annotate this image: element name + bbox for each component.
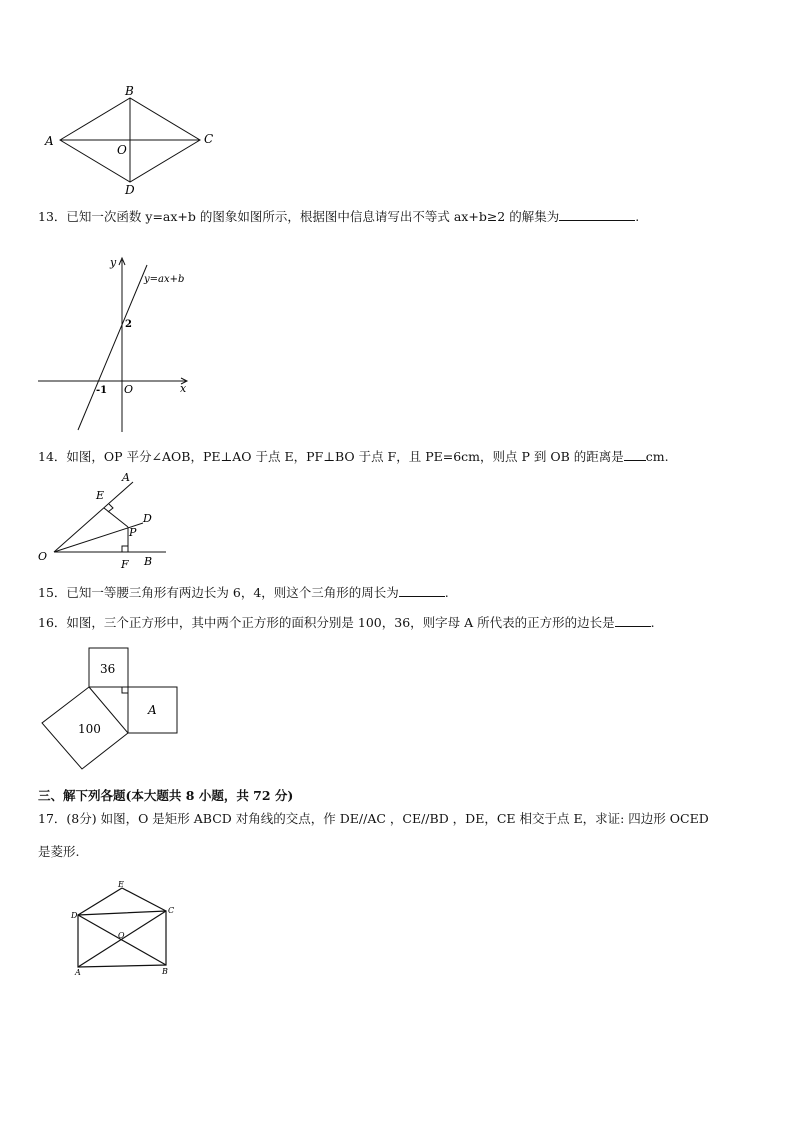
question-15 — [38, 583, 449, 602]
label-e: E — [96, 489, 105, 502]
question-15-text: 15．已知一等腰三角形有两边长为 6，4，则这个三角形的周长为 — [38, 585, 399, 600]
rectangle-figure — [66, 878, 186, 978]
answer-blank-15[interactable] — [399, 583, 445, 597]
label-a: A — [45, 134, 54, 148]
label-c: C — [204, 132, 214, 146]
angle-bisector-figure — [36, 468, 176, 572]
question-16-text: 16．如图，三个正方形中，其中两个正方形的面积分别是 100，36，则字母 A 所代表的正方形的边长是 — [38, 615, 615, 630]
three-squares-figure — [36, 642, 186, 770]
segment-de — [78, 888, 122, 915]
question-16 — [38, 613, 655, 632]
diagonal-db — [78, 915, 166, 965]
square-36-label: 36 — [100, 662, 116, 676]
right-angle-mark — [122, 687, 128, 693]
question-16-end: . — [650, 615, 655, 630]
label-e: E — [118, 880, 124, 889]
answer-blank-14[interactable] — [624, 447, 646, 461]
segment-ce — [122, 888, 166, 911]
question-17-line-2: 是菱形. — [38, 844, 80, 859]
origin-label: O — [124, 383, 134, 396]
label-d: D — [71, 911, 78, 920]
square-a-label: A — [148, 703, 157, 717]
label-b: B — [125, 84, 134, 98]
question-14-end: cm. — [645, 449, 669, 464]
answer-blank-13[interactable] — [559, 207, 635, 221]
question-15-end: . — [444, 585, 449, 600]
section-3-header: 三、解下列各题(本大题共 8 小题，共 72 分) — [38, 788, 294, 803]
question-13-end: . — [635, 209, 640, 224]
label-f: F — [121, 558, 129, 571]
label-b: B — [162, 967, 168, 976]
label-o: O — [117, 143, 127, 157]
y-axis-label: y — [110, 256, 117, 269]
square-100-label: 100 — [78, 722, 101, 736]
function-line — [78, 265, 147, 430]
y-intercept-label: 2 — [125, 319, 132, 330]
ray-oa — [54, 482, 133, 552]
right-angle-e — [108, 504, 113, 512]
label-a: A — [122, 471, 130, 484]
question-14 — [38, 447, 669, 466]
x-axis-label: x — [180, 382, 187, 395]
line-label: y=ax+b — [144, 274, 185, 285]
segment-pe — [104, 508, 128, 527]
label-o: O — [118, 931, 125, 940]
question-13-text: 13．已知一次函数 y=ax+b 的图象如图所示，根据图中信息请写出不等式 ax+b≥2 的解集为 — [38, 209, 560, 224]
label-c: C — [168, 906, 175, 915]
label-a: A — [75, 968, 81, 977]
question-13 — [38, 207, 639, 226]
label-o: O — [38, 550, 48, 563]
question-17-line-1: 17．(8分) 如图，O 是矩形 ABCD 对角线的交点，作 DE//AC ，CE//BD ，DE，CE 相交于点 E，求证: 四边形 OCED — [38, 811, 709, 826]
linear-function-graph — [32, 250, 202, 436]
question-14-text: 14．如图，OP 平分∠AOB，PE⊥AO 于点 E，PF⊥BO 于点 F，且 PE=6cm，则点 P 到 OB 的距离是 — [38, 449, 624, 464]
x-intercept-label: -1 — [96, 385, 108, 396]
answer-blank-16[interactable] — [615, 613, 651, 627]
label-d: D — [143, 512, 152, 525]
rhombus-figure — [40, 84, 220, 196]
label-b: B — [144, 555, 153, 568]
label-d: D — [125, 183, 135, 196]
label-p: P — [129, 526, 137, 539]
right-angle-f — [122, 546, 128, 552]
